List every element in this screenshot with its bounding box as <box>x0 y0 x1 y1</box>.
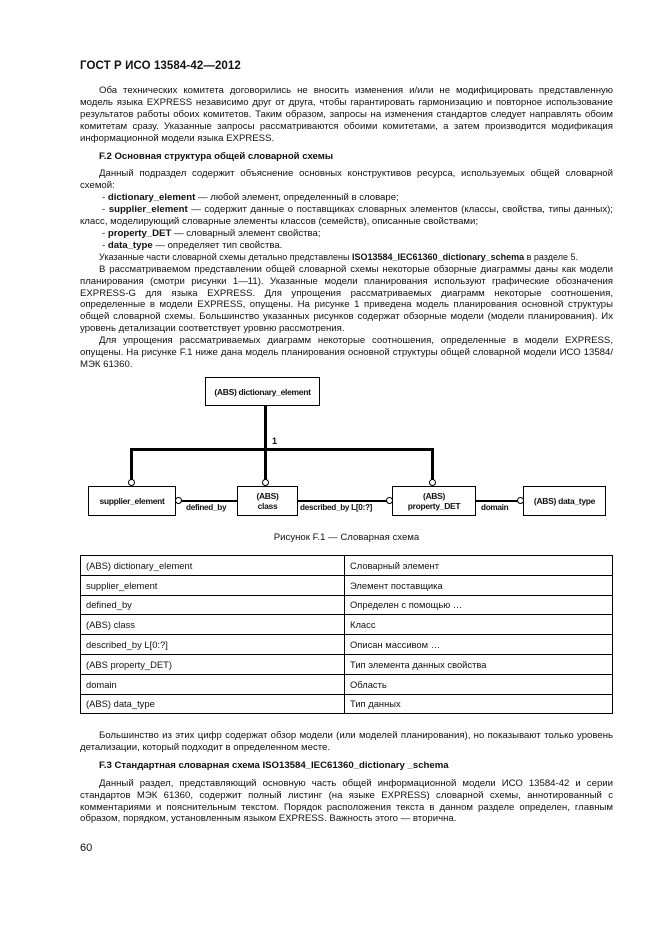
subtype-drop-supplier <box>130 448 133 480</box>
entity-class: (ABS) class <box>237 486 298 516</box>
table-row: described_by L[0:?] Описан массивом … <box>81 635 613 655</box>
section-f2-paragraph-2: В рассматриваемом представлении общей словарной схемы некоторые обзорные диаграммы даны как модели планирования (смотри рисунки 1—11). Указанные модели планирования используют графические обозначения EXPRESS-G для языка EXPRESS. Для упрощения рассматриваемых диаграмм некоторые соотношения, определенные в модели EXPRESS, опущены. На рисунке 1 приведена модель планирования основной структуры общей словарной схемы. Большинство указанных рисунков содержат обзорные модели (модели планирования). Их уровень детализации соответствует уровню рассмотрения. <box>80 263 613 335</box>
subtype-circle-icon <box>429 479 436 486</box>
relation-domain-label: domain <box>481 503 509 512</box>
figure-caption: Рисунок F.1 — Словарная схема <box>273 532 420 543</box>
table-row: defined_by Определен с помощью … <box>81 595 613 615</box>
subtype-circle-icon <box>262 479 269 486</box>
entity-data-type: (ABS) data_type <box>523 486 606 516</box>
list-item-dictionary-element: - dictionary_element — любой элемент, определенный в словаре; <box>102 192 399 204</box>
relation-defined-by-line <box>180 500 237 502</box>
table-row: supplier_element Элемент поставщика <box>81 575 613 595</box>
schema-reference-note: Указанные части словарной схемы детально представлены ISO13584_IEC61360_dictionary_schema в разделе 5. <box>99 251 578 262</box>
relation-end-circle-icon <box>175 497 182 504</box>
table-row: (ABS property_DET) Тип элемента данных свойства <box>81 654 613 674</box>
table-row: domain Область <box>81 674 613 694</box>
closing-section <box>80 730 613 825</box>
entity-dictionary-element: (ABS) dictionary_element <box>205 377 320 406</box>
after-table-paragraph: Большинство из этих цифр содержат обзор модели (или моделей планирования), но показывают только уровень детализации, который подходит в определенном месте. <box>80 730 613 753</box>
table-row: (ABS) data_type Тип данных <box>81 694 613 714</box>
page-number: 60 <box>80 842 93 854</box>
term: data_type <box>107 239 153 251</box>
subtype-drop-property <box>431 448 434 480</box>
table-row: (ABS) dictionary_element Словарный элемент <box>81 556 613 576</box>
legend-table <box>80 555 613 714</box>
relation-described-by-line <box>298 500 388 502</box>
list-item-data-type: - data_type — определяет тип свойства. <box>102 239 283 251</box>
list-item-property-det: - property_DET — словарный элемент свойства; <box>102 227 321 239</box>
subtype-bar-line <box>130 448 434 451</box>
subtype-circle-icon <box>128 479 135 486</box>
list-item-supplier-element: - supplier_element — содержит данные о поставщиках словарных элементов (классы, свойства, типы данных); класс, моделирующий словарные элементы классов (семейств), описанные свойствами; <box>80 204 613 228</box>
subtype-drop-class <box>264 448 267 480</box>
intro-paragraph: Оба технических комитета договорились не вносить изменения и/или не модифицировать представленную модель языка EXPRESS независимо друг от друга, чтобы гарантировать гармонизацию и повторное использование результатов работы обоих комитетов. Таким образом, запросы на изменения стандартов следует направлять обоим комитетам сразу. Указанные запросы рассматриваются обоими комитетами, а затем производится модификация информационной модели языка EXPRESS. <box>80 85 613 144</box>
section-f2-paragraph-3: Для упрощения рассматриваемых диаграмм некоторые соотношения, определенные в модели EXPRESS, опущены. На рисунке F.1 ниже дана модель планирования основной структуры общей словарной модели ИСО 13584/МЭК 61360. <box>80 335 613 370</box>
schema-name: ISO13584_IEC61360_dictionary_schema <box>352 251 525 262</box>
relation-domain-line <box>476 500 520 502</box>
intro-section <box>80 85 613 371</box>
entity-supplier-element: supplier_element <box>88 486 176 516</box>
section-f3-paragraph: Данный раздел, представляющий основную часть общей информационной модели ИСО 13584-42 и серии стандартов МЭК 61360, содержит полный листинг (на языке EXPRESS) словарной схемы, аннотированный с комментариями и пояснительным текстом. Порядок расположения текста в данном разделе определен, главным образом, порядком, установленным языком EXPRESS. Важность этого — вторична. <box>80 777 613 825</box>
section-f2-heading: F.2 Основная структура общей словарной схемы <box>99 150 334 162</box>
section-f3-heading: F.3 Стандартная словарная схема ISO13584_IEC61360_dictionary _schema <box>99 759 449 771</box>
term: property_DET <box>107 227 172 239</box>
relation-described-by-label: described_by L[0:?] <box>300 503 373 512</box>
section-f2-lead: Данный подраздел содержит объяснение основных конструктивов ресурса, используемых общей словарной схемой: <box>80 168 613 192</box>
relation-defined-by-label: defined_by <box>186 503 227 512</box>
table-row: (ABS) class Класс <box>81 615 613 635</box>
document-header: ГОСТ Р ИСО 13584-42—2012 <box>80 60 241 72</box>
cardinality-label: 1 <box>272 436 277 446</box>
subtype-trunk-line <box>264 406 267 451</box>
term: dictionary_element <box>107 192 196 204</box>
entity-property-det: (ABS) property_DET <box>392 486 476 516</box>
term: supplier_element <box>108 204 188 216</box>
